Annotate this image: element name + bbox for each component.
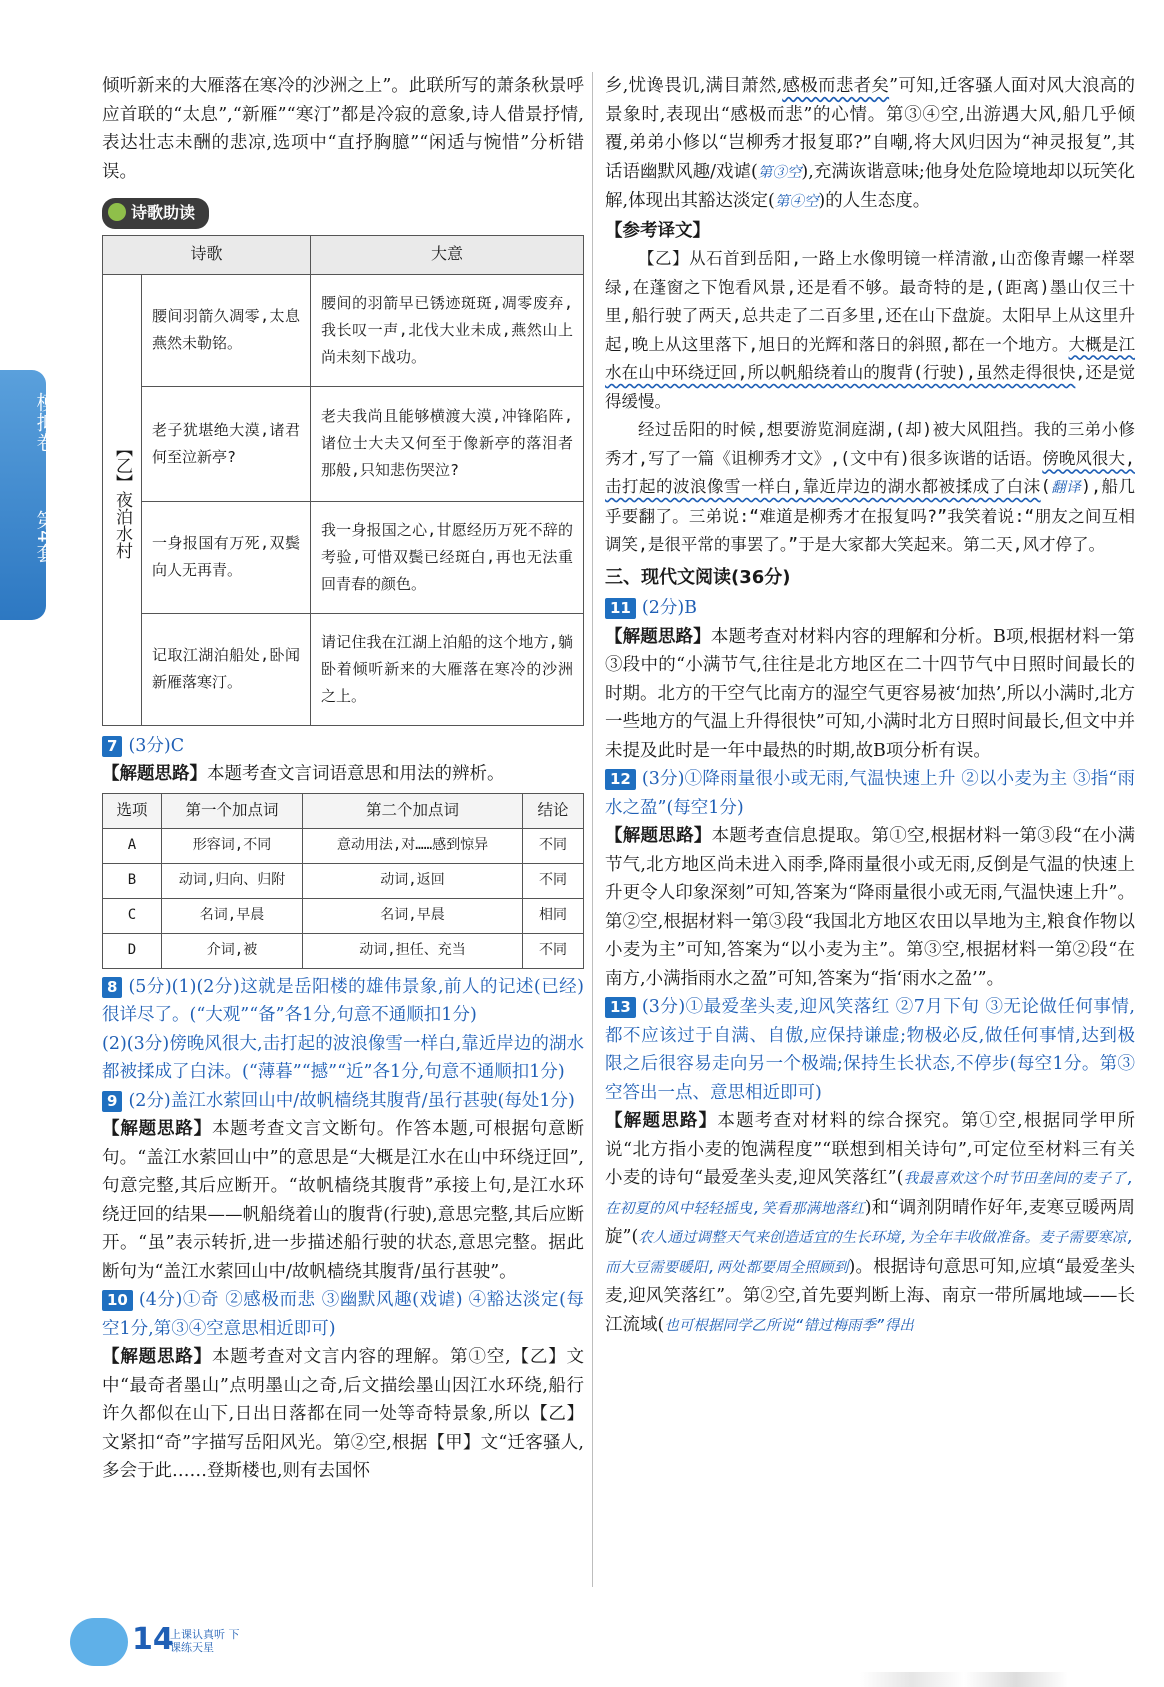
q7-text: 本题考查文言词语意思和用法的辨析。 [207,764,505,784]
cell: 不同 [523,828,584,863]
q8-answer-2: (2)(3分)傍晚风很大,击打起的波浪像雪一样白,靠近岸边的湖水都被揉成了白沫。(“薄暮”“撼”“近”各1分,句意不通顺扣1分) [102,1033,584,1082]
note-blank-3: 第③空 [757,164,802,181]
cell: 名词,早晨 [162,898,303,933]
q7-label: 【解题思路】 [102,764,207,784]
cell: 名词,早晨 [303,898,523,933]
cell: C [103,898,162,933]
cell: 动词,担任、充当 [303,933,523,968]
cell: 动词,返回 [303,863,523,898]
cell: 不同 [523,863,584,898]
poem-line-1: 腰间羽箭久凋零,太息燕然未勒铭。 [142,274,311,386]
reference-label [605,217,1135,246]
q12-text: 本题考查信息提取。第①空,根据材料一第③段“在小满节气,北方地区尚未进入雨季,降雨量很小或无雨,反倒是气温的快速上升更令人印象深刻”可知,答案为“降雨量很小或无雨,气温快速上升”。第②空,根据材料一第③段“我国北方地区农田以旱地为主,粮食作物以小麦为主”可知,答案为“以小麦为主”。第③空,根据材料一第②段“在南方,小满指雨水之盈”可知,答案为“指‘雨水之盈’”。 [605,826,1136,989]
q13-text-c: )。根据诗句意思可知,应填“最爱垄头麦,迎风笑落红”。第②空,首先要判断上海、南京一带所属地域——长江流域( [605,1256,1135,1335]
side-tab-top: 模拟卷 [33,392,57,452]
page-number: 14 [132,1622,174,1657]
q10-cont-d: )的人生态度。 [818,191,931,211]
q10-label: 【解题思路】 [102,1347,212,1367]
q9-analysis [102,1115,584,1286]
cell: 相同 [523,898,584,933]
q13-number: 13 [605,997,636,1018]
ref-label-text: 【参考译文】 [605,220,710,241]
options-table [102,793,584,969]
q12-number: 12 [605,769,636,790]
q10-analysis [102,1343,584,1486]
q13-text-b: )和“调剂阴晴作好年,麦寒豆暖两周旋”( [605,1197,1135,1247]
q10-text: 本题考查对文言内容的理解。第①空,【乙】文中“最奇者墨山”点明墨山之奇,后文描绘墨山因江水环绕,船行许久都似在山下,日出日落都在同一处等奇特景象,所以【乙】文紧扣“奇”字描写岳阳风光。第②空,根据【甲】文“迁客骚人,多会于此……登斯楼也,则有去国怀 [102,1347,585,1481]
q10-answer [102,1286,584,1343]
q10-number: 10 [102,1290,133,1311]
cell: 意动用法,对……感到惊异 [303,828,523,863]
cell: 不同 [523,933,584,968]
q10-cont-b: ”可知,迁客骚人面对风大浪高的景象时,表现出“感极而悲”的心情。第③④空,出游遇大风,船几乎倾覆,弟弟小修以“岂柳秀才报复耶?”自嘲,将大风归因为“神灵报复”,其话语幽默风趣/戏谑( [605,76,1135,182]
note-blank-4: 第④空 [774,194,819,210]
banner-text: 诗歌助读 [131,203,196,222]
q9-text: 本题考查文言文断句。作答本题,可根据句意断句。“盖江水萦回山中”的意思是“大概是江水在山中环绕迂回”,句意完整,其后应断开。“故帆樯绕其腹背”承接上句,是江水环绕迂回的结果——帆船绕着山的腹背(行驶),意思完整,其后应断开。“虽”表示转折,进一步描述船行驶的状态,意思完整。据此断句为“盖江水萦回山中/故帆樯绕其腹背/虽行甚驶”。 [102,1119,585,1282]
side-tab-bottom: 第4套 [33,510,57,563]
q7-answer-text: (3分)C [128,735,185,756]
meaning-line-3: 我一身报国之心,甘愿经历万死不辞的考验,可惜双鬓已经斑白,再也无法重回青春的颜色。 [311,501,584,613]
trans2-wavy: 傍晚风很大,击打起的波浪像雪一样白,靠近岸边的湖水都被揉成了白沫 [605,448,1135,496]
meaning-line-4: 请记住我在江湖上泊船的这个地方,躺卧着倾听新来的大雁落在寒冷的沙洲之上。 [311,613,584,725]
q7-answer [102,732,584,761]
q12-analysis [605,822,1135,993]
q11-text: 本题考查对材料内容的理解和分析。B项,根据材料一第③段中的“小满节气,往往是北方地区在二十四节气中日照时间最长的时期。北方的干空气比南方的湿空气更容易被‘加热’,所以小满时,北方一些地方的气温上升得很快”可知,小满时北方日照时间最长,但文中并未提及此时是一年中最热的时期,故B项分析有误。 [605,626,1136,761]
q10-cont-wavy: 感极而悲者矣 [782,76,890,96]
meaning-line-1: 腰间的羽箭早已锈迹斑斑,凋零废弃,我长叹一声,北伐大业未成,燕然山上尚未刻下战功。 [311,274,584,386]
trans2-text: 经过岳阳的时候,想要游览洞庭湖,(却)被大风阻挡。我的三弟小修秀才,写了一篇《诅柳秀才文》,(文中有)很多诙谐的话语。 [605,420,1135,468]
side-tab [0,370,57,620]
translation-1 [605,245,1135,416]
poem-line-3: 一身报国有万死,双鬓向人无再青。 [142,501,311,613]
table-row [103,863,584,898]
cell: B [103,863,162,898]
table-row [103,933,584,968]
leaf-icon [108,203,126,221]
mascot-icon [70,1618,128,1666]
q9-number: 9 [102,1091,122,1112]
poem-table [102,235,584,726]
q12-label: 【解题思路】 [605,826,712,846]
q10-cont-c: ),充满诙谐意味;他身处危险境地却以玩笑化解,体现出其豁达淡定( [605,161,1135,211]
column-divider [592,72,593,1587]
opt-header-3: 结论 [523,793,584,828]
q7-number: 7 [102,736,122,757]
q11-label: 【解题思路】 [605,626,711,647]
cell: 介词,被 [162,933,303,968]
poem-line-2: 老子犹堪绝大漠,诸君何至泣新亭? [142,386,311,501]
table-row [103,828,584,863]
q11-number: 11 [605,598,636,619]
page-footer [70,1618,290,1666]
right-column [605,72,1135,1340]
poem-title: 【乙】夜泊水村 [103,274,142,725]
q12-answer-text: (3分)①降雨量很小或无雨,气温快速上升 ②以小麦为主 ③指“雨水之盈”(每空1分) [605,769,1135,818]
opt-header-2: 第二个加点词 [303,793,523,828]
q13-answer [605,993,1135,1107]
table-row [103,898,584,933]
q12-answer [605,765,1135,822]
translation-2: 经过岳阳的时候,想要游览洞庭湖,(却)被大风阻挡。我的三弟小修秀才,写了一篇《诅柳秀才文》,(文中有)很多诙谐的话语。傍晚风很大,击打起的波浪像雪一样白,靠近岸边的湖水都被揉成了白沫(翻译),船几乎要翻了。三弟说:“难道是柳秀才在报复吗?”我笑着说:“朋友之间互相调笑,是很平常的事罢了。”于是大家都大笑起来。第二天,风才停了。 [605,420,1136,554]
q11-answer-text: (2分)B [641,598,698,618]
q8-text-1: (5分)(1)(2分)这就是岳阳楼的雄伟景象,前人的记述(已经)很详尽了。(“大观”“备”各1分,句意不通顺扣1分) [102,976,584,1025]
cell: 动词,归向、归附 [162,863,303,898]
q13-text-a: 本题考查对材料的综合探究。第①空,根据同学甲所说“北方指小麦的饱满程度”“联想到相关诗句”,可定位至材料三有关小麦的诗句“最爱垄头麦,迎风笑落红”( [605,1111,1136,1188]
trans1-text: 【乙】从石首到岳阳,一路上水像明镜一样清澈,山峦像青螺一样翠绿,在蓬窗之下饱看风景,还是看不够。最奇特的是,(距离)墨山仅三十里,船行驶了两天,总共走了二百多里,还在山下盘旋。太阳早上从这里升起,晚上从这里落下,旭日的光辉和落日的斜照,都在一个地方。 [605,249,1135,354]
trans2-end: ,船几乎要翻了。三弟说:“难道是柳秀才在报复吗?”我笑着说:“朋友之间互相调笑,是很平常的事罢了。”于是大家都大笑起来。第二天,风才停了。 [605,477,1136,554]
q9-answer [102,1087,584,1116]
q13-note-a: 我最喜欢这个时节田垄间的麦子了,在初夏的风中轻轻摇曳,笑看那满地落红 [605,1171,1135,1217]
note-translation: 翻译 [1050,480,1082,496]
q10-answer-text: (4分)①奇 ②感极而悲 ③幽默风趣(戏谑) ④豁达淡定(每空1分,第③④空意思相近即可) [102,1290,584,1339]
cell: 形容词,不同 [162,828,303,863]
opt-header-1: 第一个加点词 [162,793,303,828]
q13-label: 【解题思路】 [605,1111,718,1131]
q13-analysis [605,1107,1135,1340]
cell: D [103,933,162,968]
q13-note-b: 农人通过调整天气来创造适宜的生长环境,为全年丰收做准备。麦子需要寒凉,而大豆需要暖阳,两处都要周全照顾到 [605,1230,1135,1276]
meaning-header: 大意 [311,235,584,274]
bottom-decoration [860,1672,1120,1687]
q9-label: 【解题思路】 [102,1119,212,1139]
q9-answer-text: (2分)盖江水萦回山中/故帆樯绕其腹背/虽行甚驶(每处1分) [128,1090,575,1111]
opt-header-0: 选项 [103,793,162,828]
cell: A [103,828,162,863]
poem-header: 诗歌 [103,235,311,274]
q11-analysis [605,623,1135,766]
q10-cont-a: 乡,忧谗畏讥,满目萧然, [605,76,783,96]
poem-line-4: 记取江湖泊船处,卧闻新雁落寒汀。 [142,613,311,725]
intro-paragraph: 倾听新来的大雁落在寒冷的沙洲之上”。此联所写的萧条秋景呼应首联的“太息”,“新雁”“寒汀”都是冷寂的意象,诗人借景抒情,表达壮志未酬的悲凉,选项中“直抒胸臆”“闲适与惋惜”分析错误。 [102,76,584,182]
footer-slogan: 上课认真听 下课练天星 [170,1628,240,1654]
q7-analysis [102,760,584,789]
q8-number: 8 [102,977,122,998]
q13-note-c: 也可根据同学乙所说“错过梅雨季”得出 [664,1317,914,1334]
q13-answer-text: (3分)①最爱垄头麦,迎风笑落红 ②7月下旬 ③无论做任何事情,都不应该过于自满、自傲,应保持谦虚;物极必反,做任何事情,达到极限之后很容易走向另一个极端;保持生长状态,不停步(每空1分。第③空答出一点、意思相近即可) [605,997,1135,1103]
trans1-end: ,还是觉得缓慢。 [605,363,1135,411]
poem-help-banner [102,198,209,229]
trans1-wavy: 大概是江水在山中环绕迂回,所以帆船绕着山的腹背(行驶),虽然走得很快 [605,334,1136,382]
q10-continued [605,72,1135,217]
q8-answer-1 [102,973,584,1030]
q11-answer [605,594,1135,623]
left-column [102,72,584,1486]
section-3-title: 三、现代文阅读(36分) [605,566,791,588]
meaning-line-2: 老夫我尚且能够横渡大漠,冲锋陷阵,诸位士大夫又何至于像新亭的落泪者那般,只知悲伤哭泣? [311,386,584,501]
